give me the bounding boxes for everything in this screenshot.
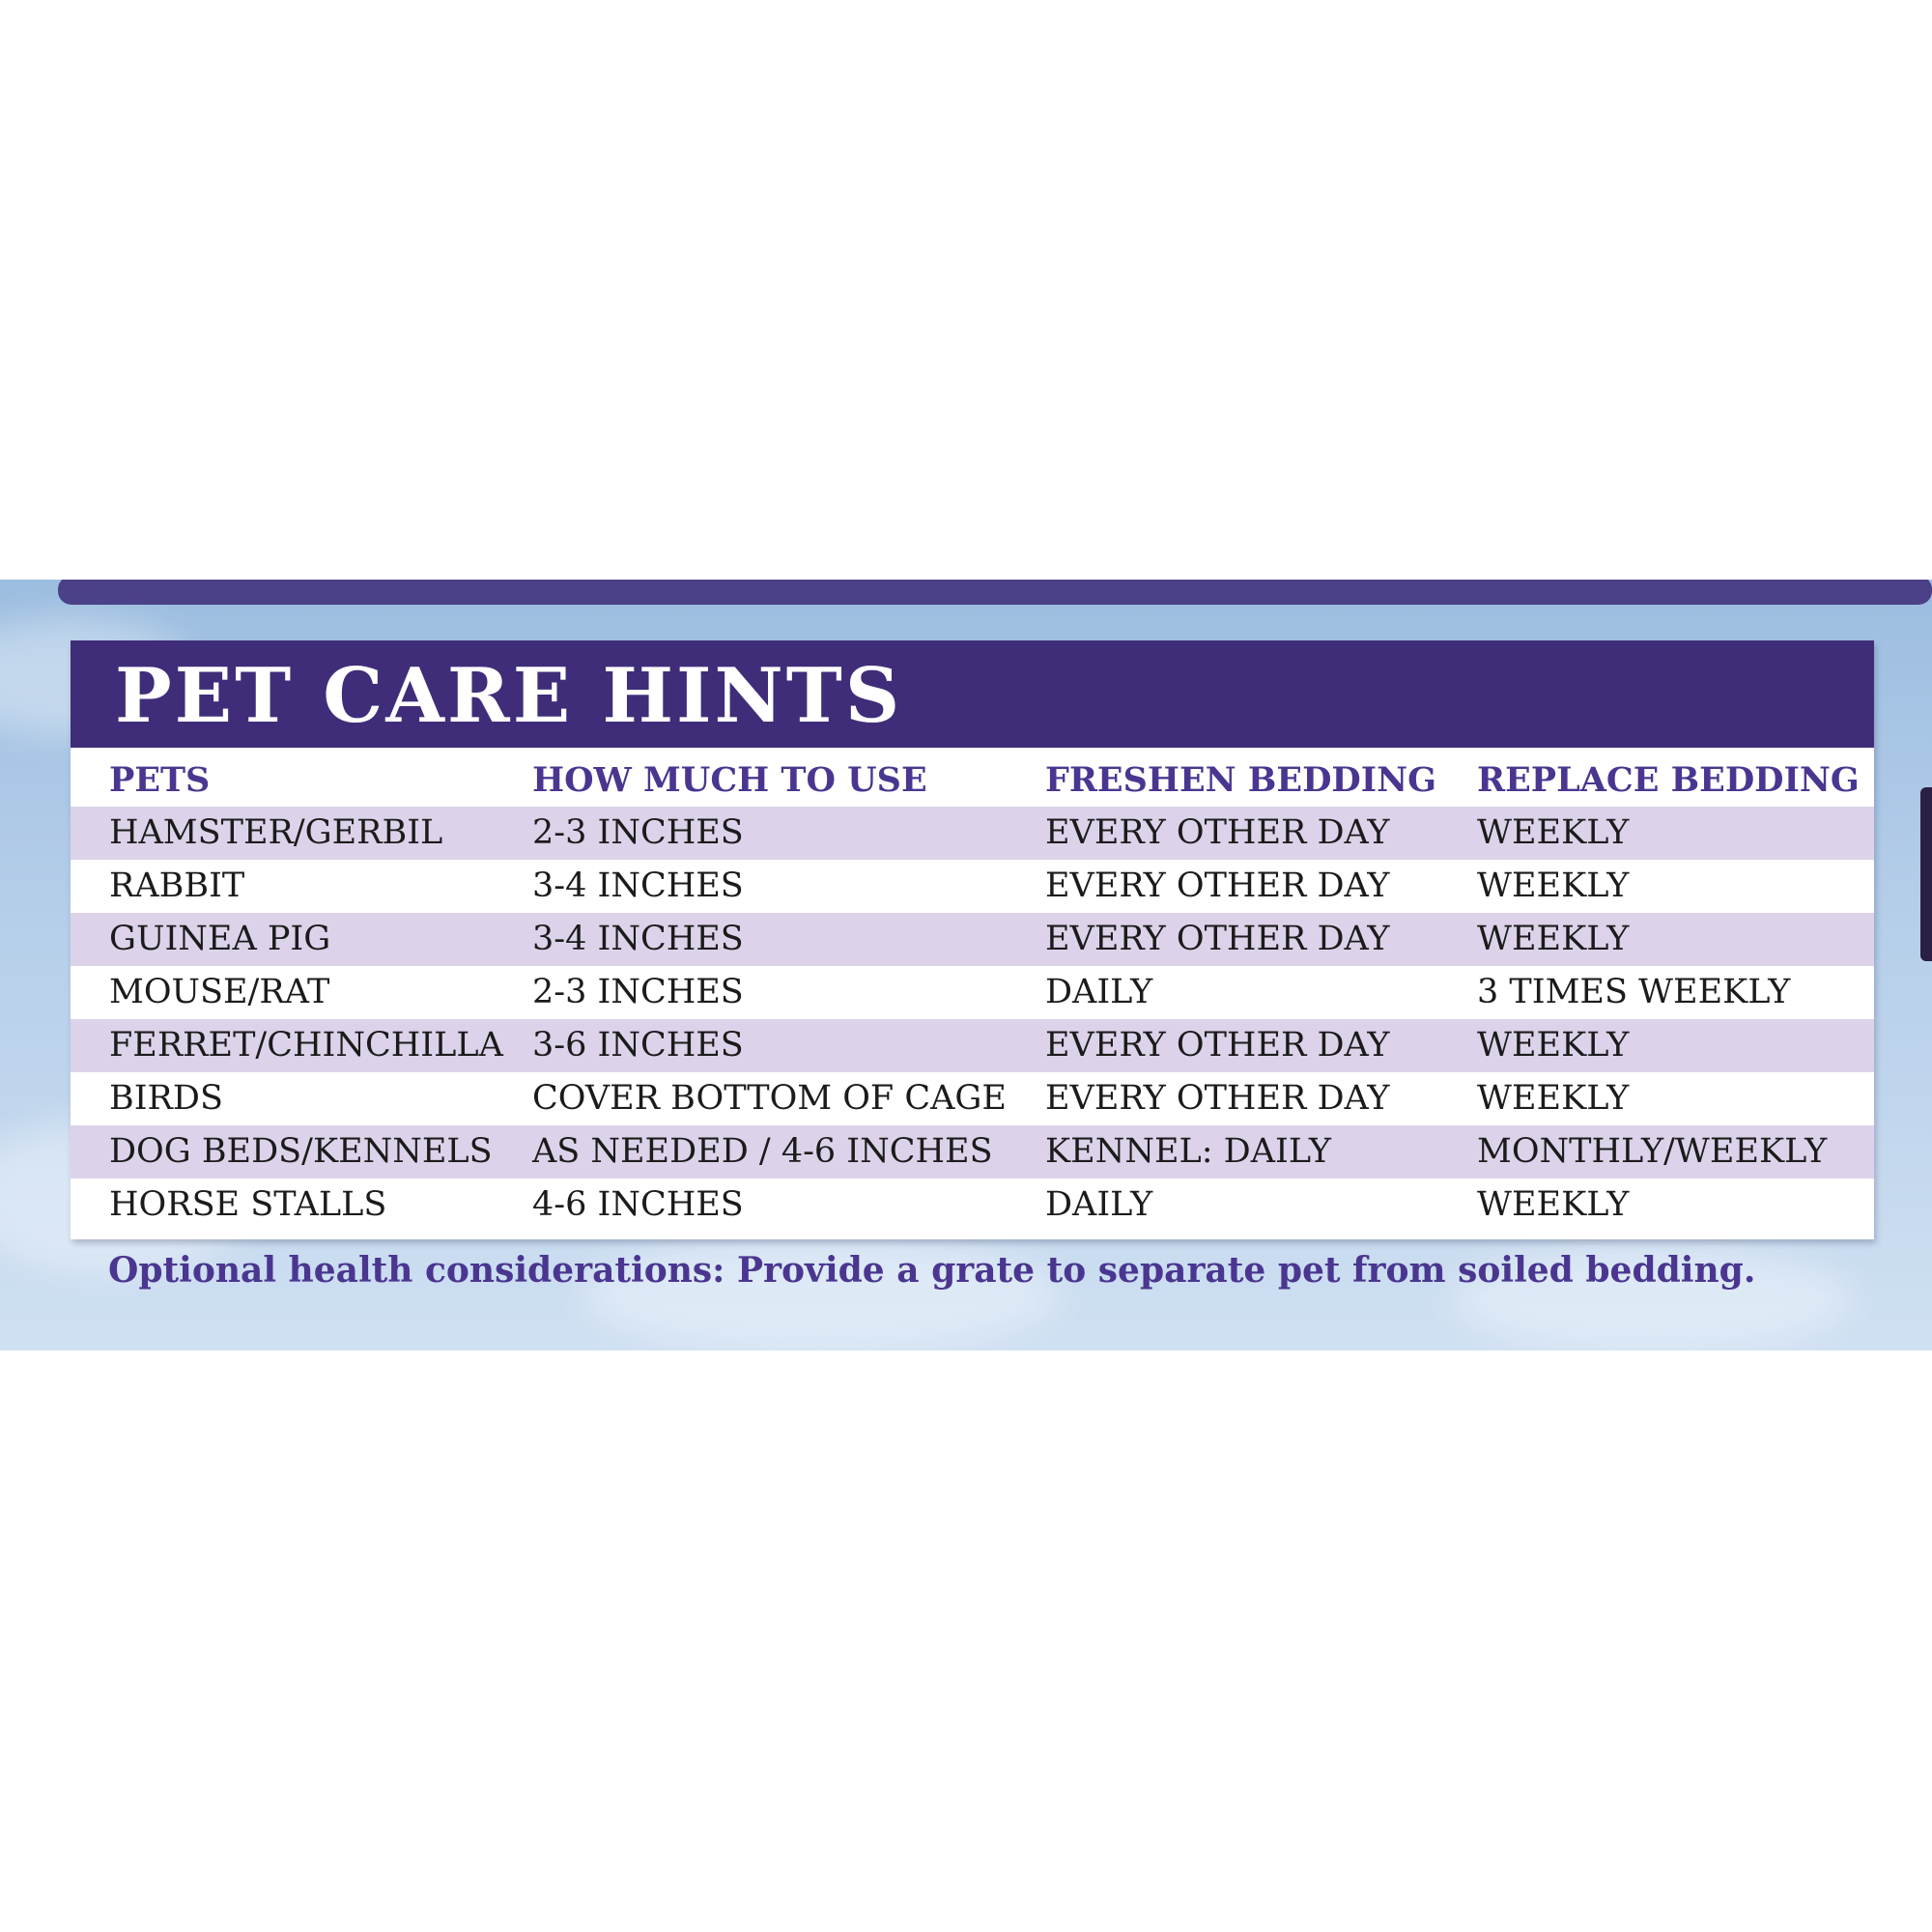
column-header-pets: PETS bbox=[109, 760, 211, 800]
table-row bbox=[71, 1125, 1874, 1179]
pet-cell: GUINEA PIG bbox=[109, 920, 331, 958]
freshen-cell: EVERY OTHER DAY bbox=[1045, 813, 1390, 852]
replace-cell: WEEKLY bbox=[1477, 1079, 1630, 1118]
pet-cell: RABBIT bbox=[109, 867, 245, 905]
pet-cell: MOUSE/RAT bbox=[109, 973, 330, 1011]
table-row bbox=[71, 913, 1874, 966]
replace-cell: WEEKLY bbox=[1477, 867, 1630, 905]
cropped-graphic bbox=[1920, 787, 1932, 961]
table-row bbox=[71, 860, 1874, 913]
amount-cell: 3-4 INCHES bbox=[532, 867, 744, 905]
freshen-cell: KENNEL: DAILY bbox=[1045, 1132, 1331, 1171]
replace-cell: 3 TIMES WEEKLY bbox=[1477, 973, 1791, 1011]
replace-cell: WEEKLY bbox=[1477, 920, 1630, 958]
card-title: PET CARE HINTS bbox=[115, 652, 903, 740]
table-row bbox=[71, 1019, 1874, 1072]
table-row bbox=[71, 966, 1874, 1019]
cropped-text-line bbox=[58, 580, 1932, 597]
table-row bbox=[71, 1179, 1874, 1232]
table-row bbox=[71, 1072, 1874, 1125]
freshen-cell: DAILY bbox=[1045, 973, 1153, 1011]
replace-cell: WEEKLY bbox=[1477, 813, 1630, 852]
column-header-replace: REPLACE BEDDING bbox=[1477, 760, 1860, 800]
freshen-cell: EVERY OTHER DAY bbox=[1045, 867, 1390, 905]
freshen-cell: EVERY OTHER DAY bbox=[1045, 920, 1390, 958]
pet-cell: HAMSTER/GERBIL bbox=[109, 813, 443, 852]
card-header bbox=[71, 640, 1874, 748]
amount-cell: AS NEEDED / 4-6 INCHES bbox=[532, 1132, 993, 1171]
amount-cell: 3-6 INCHES bbox=[532, 1026, 744, 1065]
column-header-freshen: FRESHEN BEDDING bbox=[1045, 760, 1437, 800]
column-header-how-much: HOW MUCH TO USE bbox=[532, 760, 927, 800]
replace-cell: WEEKLY bbox=[1477, 1026, 1630, 1065]
amount-cell: 4-6 INCHES bbox=[532, 1185, 744, 1224]
sky-banner bbox=[0, 580, 1932, 1350]
freshen-cell: DAILY bbox=[1045, 1185, 1153, 1224]
freshen-cell: EVERY OTHER DAY bbox=[1045, 1026, 1390, 1065]
health-footnote: Optional health considerations: Provide a grate to separate pet from soiled bedding. bbox=[108, 1250, 1756, 1291]
replace-cell: WEEKLY bbox=[1477, 1185, 1630, 1224]
replace-cell: MONTHLY/WEEKLY bbox=[1477, 1132, 1828, 1171]
amount-cell: 3-4 INCHES bbox=[532, 920, 744, 958]
freshen-cell: EVERY OTHER DAY bbox=[1045, 1079, 1390, 1118]
amount-cell: COVER BOTTOM OF CAGE bbox=[532, 1079, 1007, 1118]
pet-cell: HORSE STALLS bbox=[109, 1185, 387, 1224]
pet-care-table-card bbox=[71, 640, 1874, 1239]
pet-cell: DOG BEDS/KENNELS bbox=[109, 1132, 493, 1171]
pet-cell: FERRET/CHINCHILLA bbox=[109, 1026, 503, 1065]
table-row bbox=[71, 807, 1874, 860]
amount-cell: 2-3 INCHES bbox=[532, 813, 744, 852]
pet-cell: BIRDS bbox=[109, 1079, 223, 1118]
amount-cell: 2-3 INCHES bbox=[532, 973, 744, 1011]
